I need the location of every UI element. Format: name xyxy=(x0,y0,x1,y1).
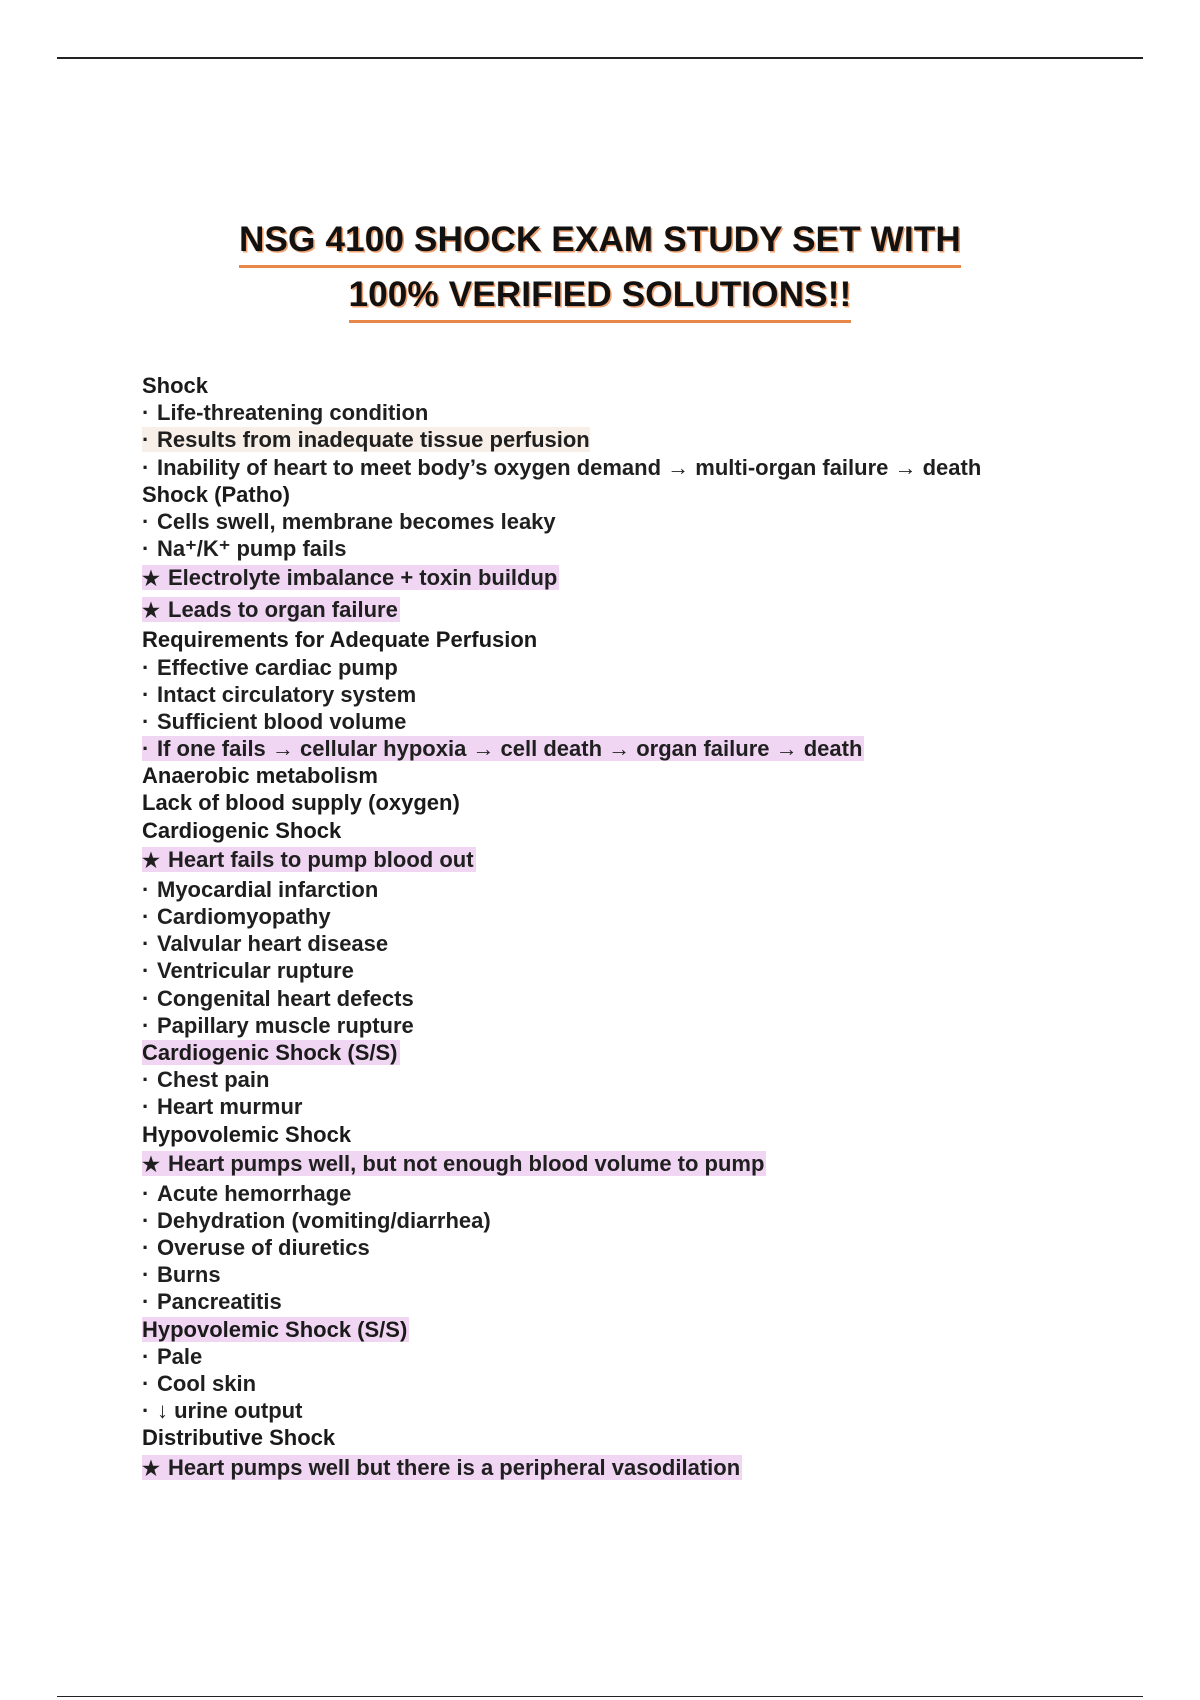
note-bullet xyxy=(142,535,1092,562)
bullet-dot-icon: · xyxy=(142,654,150,680)
note-text: Papillary muscle rupture xyxy=(157,1012,414,1038)
top-rule xyxy=(57,57,1143,59)
note-text-wrap xyxy=(142,736,864,761)
note-bullet xyxy=(142,1261,1092,1288)
bottom-rule xyxy=(57,1696,1143,1697)
note-text: Hypovolemic Shock (S/S) xyxy=(142,1316,408,1342)
note-heading xyxy=(142,1424,1092,1451)
note-text: Valvular heart disease xyxy=(157,931,389,957)
note-text: Pale xyxy=(157,1343,203,1369)
note-text-wrap xyxy=(142,1067,269,1092)
note-text: Intact circulatory system xyxy=(157,681,417,707)
note-bullet xyxy=(142,399,1092,426)
bullet-dot-icon: · xyxy=(142,1067,150,1093)
note-key-point xyxy=(142,594,1092,626)
note-text-wrap xyxy=(142,482,290,507)
note-text-wrap xyxy=(142,904,331,929)
note-heading xyxy=(142,1316,1092,1343)
note-text-wrap xyxy=(142,1181,351,1206)
note-text-wrap xyxy=(142,1371,256,1396)
note-text-wrap xyxy=(142,790,460,815)
note-heading xyxy=(142,1121,1092,1148)
note-text-wrap xyxy=(142,1262,221,1287)
note-bullet xyxy=(142,1066,1092,1093)
note-text: Distributive Shock xyxy=(142,1425,336,1451)
note-text-wrap xyxy=(142,986,414,1011)
note-bullet xyxy=(142,1343,1092,1370)
note-text: Life-threatening condition xyxy=(157,400,429,426)
bullet-dot-icon: · xyxy=(142,931,150,957)
note-bullet xyxy=(142,1234,1092,1261)
note-text: Myocardial infarction xyxy=(157,876,379,902)
note-text-wrap xyxy=(142,1122,351,1147)
study-notes xyxy=(142,372,1092,1484)
note-text-wrap xyxy=(142,1013,414,1038)
bullet-dot-icon: · xyxy=(142,876,150,902)
note-text-wrap xyxy=(142,373,208,398)
bullet-dot-icon: · xyxy=(142,1262,150,1288)
bullet-dot-icon: · xyxy=(142,508,150,534)
bullet-dot-icon: · xyxy=(142,454,150,480)
note-bullet xyxy=(142,876,1092,903)
note-text-wrap xyxy=(142,1455,742,1480)
note-bullet xyxy=(142,1012,1092,1039)
note-text-wrap xyxy=(142,818,341,843)
note-text-wrap xyxy=(142,763,378,788)
note-text-wrap xyxy=(142,565,559,590)
note-text-wrap xyxy=(142,1208,491,1233)
note-bullet xyxy=(142,930,1092,957)
note-bullet xyxy=(142,1180,1092,1207)
note-bullet xyxy=(142,508,1092,535)
note-text: Cells swell, membrane becomes leaky xyxy=(157,508,556,534)
note-key-point xyxy=(142,1148,1092,1180)
note-text: Hypovolemic Shock xyxy=(142,1121,352,1147)
bullet-dot-icon: · xyxy=(142,1207,150,1233)
note-text: Lack of blood supply (oxygen) xyxy=(142,790,460,816)
note-text: Results from inadequate tissue perfusion xyxy=(157,427,590,453)
note-text-wrap xyxy=(142,627,537,652)
note-text: Cardiomyopathy xyxy=(157,904,331,929)
note-text: Heart pumps well but there is a peripheral vasodilation xyxy=(168,1454,741,1480)
bullet-dot-icon: · xyxy=(142,708,150,734)
bullet-dot-icon: · xyxy=(142,1012,150,1038)
note-bullet xyxy=(142,1370,1092,1397)
bullet-dot-icon: · xyxy=(142,681,150,707)
note-bullet xyxy=(142,957,1092,984)
note-bullet xyxy=(142,426,1092,453)
note-heading xyxy=(142,817,1092,844)
note-text: Acute hemorrhage xyxy=(157,1180,352,1206)
note-heading xyxy=(142,1039,1092,1066)
bullet-dot-icon: · xyxy=(142,985,150,1011)
bullet-dot-icon: · xyxy=(142,1094,150,1120)
bullet-dot-icon: · xyxy=(142,427,150,453)
bullet-dot-icon: · xyxy=(142,1371,150,1396)
note-heading xyxy=(142,481,1092,508)
note-text-wrap xyxy=(142,1344,202,1369)
note-text: Requirements for Adequate Perfusion xyxy=(142,627,538,653)
bullet-dot-icon: · xyxy=(142,736,150,762)
bullet-dot-icon: · xyxy=(142,1343,150,1369)
note-text-wrap xyxy=(142,682,416,707)
note-heading xyxy=(142,626,1092,653)
note-text: If one fails → cellular hypoxia → cell death → organ failure → death xyxy=(157,736,863,762)
note-text: Cardiogenic Shock (S/S) xyxy=(142,1039,398,1065)
note-text-wrap xyxy=(142,1398,302,1423)
note-text-wrap xyxy=(142,709,406,734)
note-text-wrap xyxy=(142,1040,400,1065)
star-icon: ★ xyxy=(142,600,160,623)
bullet-dot-icon: · xyxy=(142,1398,150,1424)
bullet-dot-icon: · xyxy=(142,1289,150,1315)
note-bullet xyxy=(142,654,1092,681)
note-text: Dehydration (vomiting/diarrhea) xyxy=(157,1207,491,1233)
note-text: Burns xyxy=(157,1262,221,1288)
note-heading xyxy=(142,789,1092,816)
note-heading xyxy=(142,372,1092,399)
note-text-wrap xyxy=(142,536,346,561)
note-text-wrap xyxy=(142,1317,409,1342)
note-text: Congenital heart defects xyxy=(157,985,414,1011)
note-text: Na⁺/K⁺ pump fails xyxy=(157,536,347,562)
note-text: Heart murmur xyxy=(157,1094,303,1120)
note-text-wrap xyxy=(142,1425,335,1450)
note-text-wrap xyxy=(142,1289,282,1314)
note-text: Sufficient blood volume xyxy=(157,708,407,734)
note-text-wrap xyxy=(142,1094,302,1119)
bullet-dot-icon: · xyxy=(142,958,150,984)
note-text: Cardiogenic Shock xyxy=(142,817,342,843)
note-text: Shock xyxy=(142,373,209,398)
note-bullet xyxy=(142,903,1092,930)
document-title xyxy=(0,215,1200,325)
note-bullet xyxy=(142,1207,1092,1234)
note-text: Overuse of diuretics xyxy=(157,1235,370,1261)
note-text-wrap xyxy=(142,597,400,622)
note-bullet xyxy=(142,1397,1092,1424)
note-text-wrap xyxy=(142,655,398,680)
star-icon: ★ xyxy=(142,1457,160,1480)
title-line-2: 100% VERIFIED SOLUTIONS!! xyxy=(349,270,852,323)
note-text: ↓ urine output xyxy=(157,1398,303,1424)
note-bullet xyxy=(142,735,1092,762)
note-key-point xyxy=(142,844,1092,876)
bullet-dot-icon: · xyxy=(142,904,150,929)
bullet-dot-icon: · xyxy=(142,536,150,562)
note-text: Chest pain xyxy=(157,1067,270,1093)
note-text: Leads to organ failure xyxy=(168,597,398,623)
note-text: Heart pumps well, but not enough blood volume to pump xyxy=(168,1150,765,1176)
note-text-wrap xyxy=(142,847,476,872)
note-heading xyxy=(142,762,1092,789)
note-bullet xyxy=(142,454,1092,481)
note-text-wrap xyxy=(142,958,354,983)
note-text-wrap xyxy=(142,1151,766,1176)
note-text: Cool skin xyxy=(157,1371,257,1396)
note-text: Heart fails to pump blood out xyxy=(168,846,474,872)
note-text-wrap xyxy=(142,1235,370,1260)
note-text: Inability of heart to meet body’s oxygen demand → multi-organ failure → death xyxy=(157,454,982,480)
note-key-point xyxy=(142,562,1092,594)
note-text-wrap xyxy=(142,509,556,534)
star-icon: ★ xyxy=(142,849,160,872)
note-text: Electrolyte imbalance + toxin buildup xyxy=(168,565,558,591)
star-icon: ★ xyxy=(142,1153,160,1176)
note-text: Ventricular rupture xyxy=(157,958,354,984)
note-bullet xyxy=(142,985,1092,1012)
note-text: Effective cardiac pump xyxy=(157,654,398,680)
note-key-point xyxy=(142,1452,1092,1484)
note-bullet xyxy=(142,708,1092,735)
note-text: Pancreatitis xyxy=(157,1289,282,1315)
note-text-wrap xyxy=(142,455,981,480)
note-bullet xyxy=(142,681,1092,708)
bullet-dot-icon: · xyxy=(142,1235,150,1261)
star-icon: ★ xyxy=(142,568,160,591)
bullet-dot-icon: · xyxy=(142,400,150,426)
note-text: Anaerobic metabolism xyxy=(142,763,378,789)
title-line-1: NSG 4100 SHOCK EXAM STUDY SET WITH xyxy=(239,215,961,268)
bullet-dot-icon: · xyxy=(142,1180,150,1206)
note-text-wrap xyxy=(142,877,378,902)
note-bullet xyxy=(142,1093,1092,1120)
note-text-wrap xyxy=(142,400,428,425)
note-text-wrap xyxy=(142,931,388,956)
note-bullet xyxy=(142,1288,1092,1315)
note-text: Shock (Patho) xyxy=(142,481,290,507)
note-text-wrap xyxy=(142,427,590,452)
